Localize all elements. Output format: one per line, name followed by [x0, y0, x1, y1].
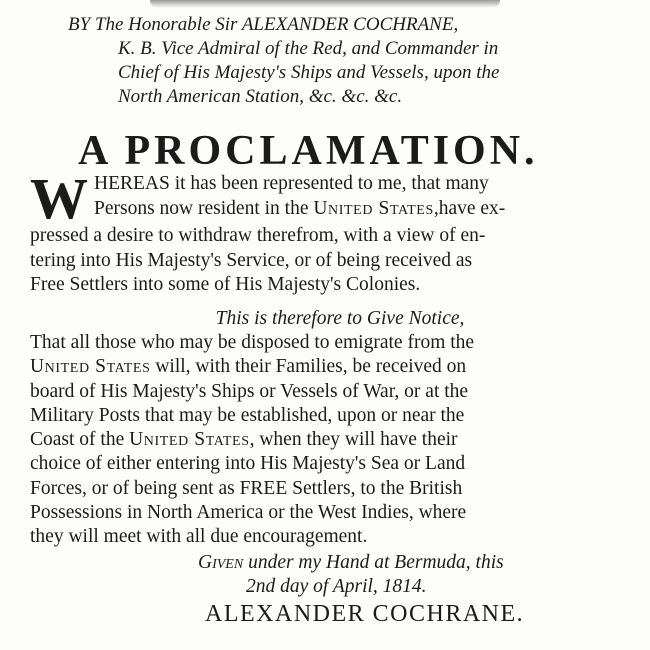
proclamation-title: A PROCLAMATION.: [78, 128, 539, 174]
paragraph-line: Forces, or of being sent as FREE Settlers, to the British: [30, 477, 463, 499]
text-fragment: Given: [198, 552, 244, 573]
text-fragment: United States: [129, 429, 250, 451]
paragraph-line: board of His Majesty's Ships or Vessels of War, or at the: [30, 380, 469, 402]
proclamation-heading: [68, 13, 628, 109]
heading-line-4: North American Station, &c. &c. &c.: [118, 86, 403, 107]
text-fragment: Persons now resident in the: [94, 197, 314, 219]
heading-line-1: BY The Honorable Sir ALEXANDER COCHRANE,: [68, 14, 459, 35]
paragraph-line: pressed a desire to withdraw therefrom, with a view of en-: [30, 225, 486, 246]
paragraph-line: tering into His Majesty's Service, or of being received as: [30, 249, 473, 271]
paragraph-line: [30, 428, 620, 452]
text-fragment: under my Hand at Bermuda, this: [243, 552, 504, 573]
text-fragment: ,have ex-: [433, 197, 506, 219]
text-fragment: United States: [313, 197, 434, 219]
paragraph-line: That all those who may be disposed to emigrate from the: [30, 332, 475, 353]
given-line-1: [198, 551, 618, 575]
text-fragment: will, with their Families, be received on: [150, 356, 467, 378]
signature: ALEXANDER COCHRANE.: [205, 601, 525, 627]
text-fragment: United States: [30, 356, 151, 378]
text-fragment: , when they will have their: [249, 429, 458, 451]
drop-cap: W: [30, 166, 88, 231]
paragraph-line: Free Settlers into some of His Majesty's Colonies.: [30, 274, 421, 295]
paragraph-notice: [30, 331, 620, 550]
given-line-2: 2nd day of April, 1814.: [246, 576, 427, 597]
text-fragment: Coast of the: [30, 429, 130, 451]
paragraph-line: they will meet with all due encouragement.: [30, 526, 368, 548]
paragraph-whereas: [30, 166, 620, 298]
top-ornament: [150, 0, 500, 8]
paragraph-line: Military Posts that may be established, upon or near the: [30, 404, 465, 426]
paragraph-line: [30, 355, 620, 379]
paragraph-line: [30, 197, 620, 222]
paragraph-line: choice of either entering into His Majesty's Sea or Land: [30, 453, 466, 475]
heading-line-3: Chief of His Majesty's Ships and Vessels, upon the: [118, 62, 500, 83]
given-under-hand: [198, 551, 618, 599]
heading-line-2: K. B. Vice Admiral of the Red, and Commander in: [118, 38, 499, 59]
paragraph-line: Possessions in North America or the West Indies, where: [30, 502, 467, 524]
notice-line: This is therefore to Give Notice,: [215, 308, 465, 329]
paragraph-line: HEREAS it has been represented to me, that many: [94, 173, 489, 194]
